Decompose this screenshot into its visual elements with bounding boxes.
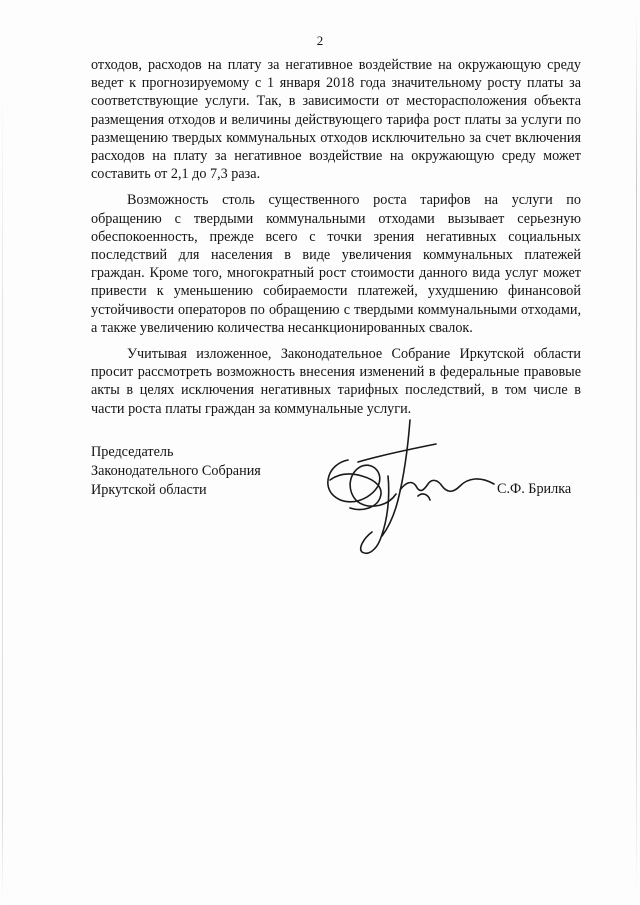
paragraph-continuation: отходов, расходов на плату за негативное воздействие на окружающую среду ведет к прогнозируемому с 1 января 2018 года значительному росту платы за соответствующие услуги. Так, в зависимости от месторасположения объекта размещения отходов и величины действующего тарифа рост платы за услуги по размещению твердых коммунальных отходов исключительно за счет включения расходов на плату за негативное воздействие на окружающую среду может составить от 2,1 до 7,3 раза.	[91, 57, 581, 183]
letter-body	[91, 56, 581, 426]
page-number: 2	[316, 33, 324, 48]
signatory-title	[91, 443, 261, 500]
paragraph-request: Учитывая изложенное, Законодательное Собрание Иркутской области просит рассмотреть возможность внесения изменений в федеральные правовые акты в целях исключения негативных тарифных последствий, в том числе в части роста платы граждан за коммунальные услуги.	[91, 346, 581, 417]
handwritten-signature-icon	[318, 416, 508, 566]
signatory-title-line: Председатель	[91, 444, 174, 460]
signatory-name: С.Ф. Брилка	[497, 481, 572, 497]
scan-edge-left	[2, 60, 3, 905]
paragraph-concern: Возможность столь существенного роста тарифов на услуги по обращению с твердыми коммунальными отходами вызывает серьезную обеспокоенность, прежде всего с точки зрения негативных социальных последствий для населения в виде увеличения коммунальных платежей граждан. Кроме того, многократный рост стоимости данного вида услуг может привести к уменьшению собираемости платежей, ухудшению финансовой устойчивости операторов по обращению с твердыми коммунальными отходами, а также увеличению количества несанкционированных свалок.	[91, 192, 581, 336]
scan-edge-right	[636, 0, 637, 905]
signatory-title-line: Законодательного Собрания	[91, 463, 261, 479]
signatory-title-line: Иркутской области	[91, 482, 207, 498]
